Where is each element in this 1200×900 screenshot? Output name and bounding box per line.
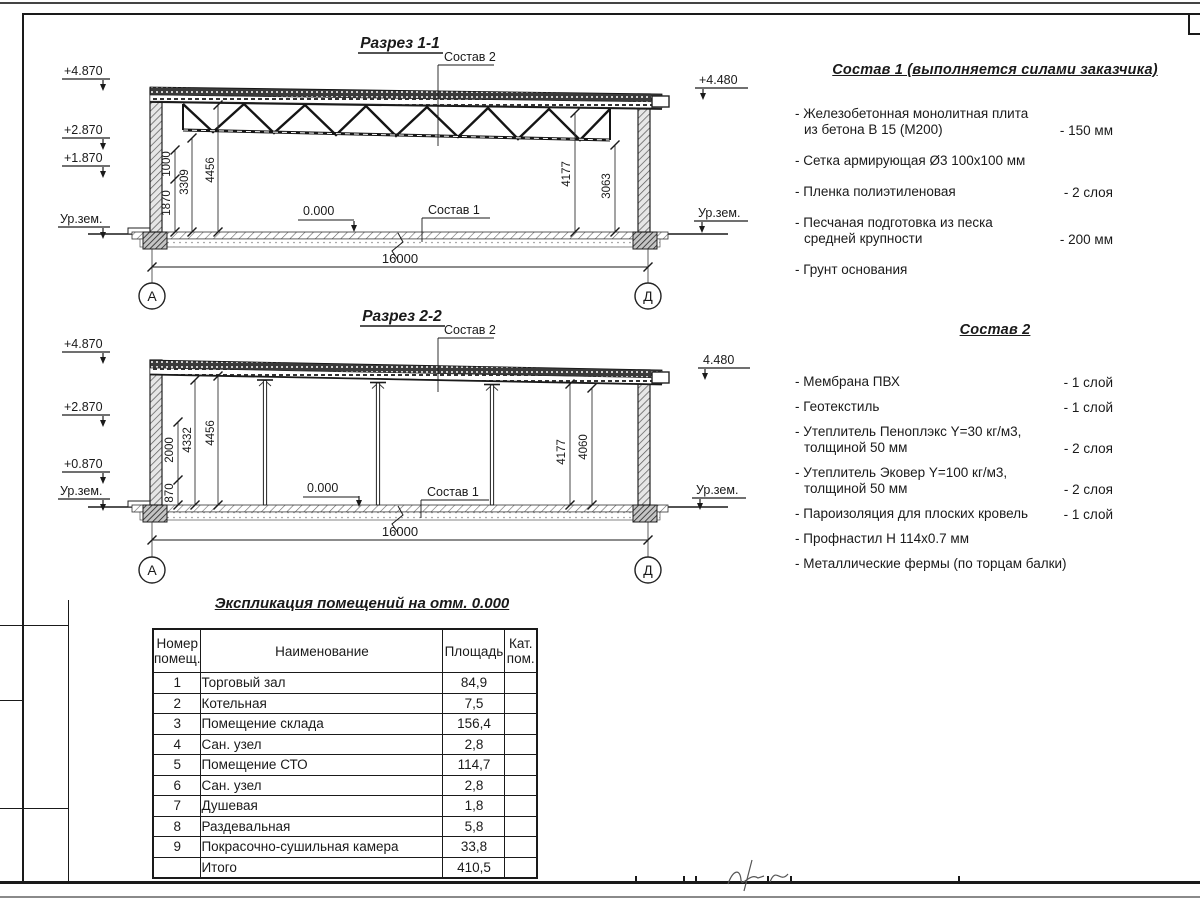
column-header [505,629,537,673]
label-zero-level: 0.000 [307,481,339,495]
composition-item [795,153,1195,169]
elev-4870: +4.870 [64,64,103,78]
eave-bracket [652,372,669,383]
composition-item-value: - 1 слой [1063,507,1113,522]
stamp-tick [958,876,960,882]
section-2-2-drawing [40,300,780,600]
composition-item [795,106,1195,138]
table-cell: 7 [153,796,201,817]
dim-4456: 4456 [205,157,217,183]
composition-item [795,399,1195,415]
column-header [201,629,443,673]
composition-item [795,262,1195,278]
composition-item [795,374,1195,390]
composition-item [795,531,1195,547]
composition-item [795,215,1195,247]
section-title: Разрез 1-1 [360,35,440,52]
dim-1870: 1870 [161,190,173,216]
table-cell: Помещение СТО [201,755,443,776]
elev-2870: +2.870 [64,400,103,414]
section-title: Разрез 2-2 [362,308,442,325]
composition-item-text [795,106,1028,138]
elev-0870: +0.870 [64,457,103,471]
elev-2870: +2.870 [64,123,103,137]
dim-870: 870 [164,483,176,503]
table-cell [505,775,537,796]
table-cell [505,734,537,755]
table-cell [505,837,537,858]
composition-item-value: - 1 слой [1063,400,1113,415]
column-header [153,629,201,673]
sand-layer [140,512,660,520]
table-cell: 1 [153,673,201,694]
composition-item-line: толщиной 50 мм [804,440,908,455]
table-cell [505,673,537,694]
table-cell: Сан. узел [201,775,443,796]
table-row [153,755,537,776]
label-sostav2: Состав 2 [444,323,496,337]
dim-4177: 4177 [561,161,573,187]
table-row [153,734,537,755]
table-row [153,673,537,694]
floor-slab [132,232,668,239]
table-cell: Помещение склада [201,714,443,735]
table-cell: 5 [153,755,201,776]
composition-item-value: - 150 мм [1059,123,1113,138]
composition-item [795,556,1195,572]
header-line: помещ. [154,651,201,666]
scan-bottom-edge [0,896,1200,898]
sand-layer [140,239,660,247]
scan-top-edge [0,2,1200,4]
table-cell [153,857,201,878]
table-row [153,837,537,858]
composition-item-line: - Мембрана ПВХ [795,374,900,389]
elev-4480: 4.480 [703,353,735,367]
composition-item-line: - Пленка полиэтиленовая [795,184,956,199]
elev-4480: +4.480 [699,73,738,87]
dim-4332: 4332 [182,427,194,453]
composition-item-line: - Сетка армирующая Ø3 100х100 мм [795,153,1026,168]
composition-item-text [795,465,1007,497]
composition-item [795,506,1195,522]
composition-item-text [795,531,969,547]
composition-item-line: - Геотекстиль [795,399,880,414]
column-header [443,629,505,673]
dim-3309: 3309 [179,169,191,195]
table-cell: 2,8 [443,775,505,796]
footing-left [143,505,167,522]
wall-right [638,94,650,232]
dim-4177: 4177 [556,439,568,465]
stamp-tick [683,876,685,882]
composition-item-text [795,153,1025,169]
eave-bracket [652,96,669,107]
table-row [153,714,537,735]
frame-top [22,13,1200,15]
header-line: Наименование [275,643,369,659]
dim-span: 16000 [381,524,419,539]
table-cell: 4 [153,734,201,755]
header-line: Площадь [444,643,504,659]
elev-ground-right: Ур.зем. [698,206,741,220]
composition-item [795,424,1195,456]
composition-item-line: - Утеплитель Пеноплэкс Y=30 кг/м3, [795,424,1022,439]
axis-letter-a: А [147,288,157,304]
table-cell: 8 [153,816,201,837]
frame-corner-box-v [1188,13,1190,34]
elev-4870: +4.870 [64,337,103,351]
composition-2-block [795,322,1195,581]
dim-1000: 1000 [161,151,173,177]
table-cell: 114,7 [443,755,505,776]
table-cell: 7,5 [443,693,505,714]
composition-2-title: Состав 2 [959,322,1031,338]
table-row [153,693,537,714]
composition-item-text [795,424,1021,456]
filing-line-h1 [0,625,68,626]
composition-item-text [795,184,956,200]
table-cell [505,755,537,776]
composition-item-line: - Песчаная подготовка из песка [795,215,993,230]
header-line: Кат. [508,636,533,651]
composition-item-value: - 2 слоя [1063,482,1113,497]
dim-span: 16000 [381,251,419,266]
filing-line-h2 [0,700,22,701]
composition-item-line: из бетона В 15 (М200) [804,122,943,137]
composition-item-line: - Железобетонная монолитная плита [795,106,1029,121]
table-row [153,857,537,878]
table-row [153,796,537,817]
header-line: Номер [156,636,199,651]
label-zero-level: 0.000 [303,204,335,218]
composition-item-value: - 2 слоя [1063,441,1113,456]
filing-line-v [68,600,69,883]
table-cell: 9 [153,837,201,858]
composition-item-line: - Утеплитель Эковер Y=100 кг/м3, [795,465,1008,480]
table-cell: Итого [201,857,443,878]
composition-1-block [795,62,1195,293]
label-sostav1: Состав 1 [428,203,480,217]
composition-item-line: средней крупности [804,231,923,246]
elev-ground-left: Ур.зем. [60,212,103,226]
table-cell: Котельная [201,693,443,714]
composition-item-line: - Пароизоляция для плоских кровель [795,506,1029,521]
composition-item-line: - Металлические фермы (по торцам балки) [795,556,1067,571]
table-row [153,816,537,837]
table-cell: 156,4 [443,714,505,735]
dim-4060: 4060 [578,434,590,460]
table-cell: 3 [153,714,201,735]
composition-item [795,184,1195,200]
composition-item-text [795,399,879,415]
explication-table [152,628,538,879]
composition-item-line: - Профнастил Н 114х0.7 мм [795,531,969,546]
composition-item-text [795,215,993,247]
filing-line-h3 [0,808,68,809]
composition-1-title: Состав 1 (выполняется силами заказчика) [832,62,1158,78]
elev-ground-right: Ур.зем. [696,483,739,497]
table-cell: Покрасочно-сушильная камера [201,837,443,858]
stamp-tick [635,876,637,882]
table-cell: Сан. узел [201,734,443,755]
table-cell [505,693,537,714]
composition-item-line: - Грунт основания [795,262,908,277]
footing-right [633,232,657,249]
composition-1-items [795,106,1195,278]
dim-4456: 4456 [205,420,217,446]
table-cell [505,857,537,878]
composition-item-value: - 1 слой [1063,375,1113,390]
wall-left [150,360,162,505]
footing-left [143,232,167,249]
composition-item-text [795,374,900,390]
table-row [153,775,537,796]
axis-letter-d: Д [643,562,653,578]
dim-3063: 3063 [601,173,613,199]
table-cell [505,714,537,735]
composition-item-text [795,556,1067,572]
explication-title: Экспликация помещений на отм. 0.000 [214,595,510,612]
composition-2-items [795,374,1195,572]
table-cell: 1,8 [443,796,505,817]
table-cell [505,816,537,837]
composition-item-line: толщиной 50 мм [804,481,908,496]
table-cell: 2,8 [443,734,505,755]
table-cell: 84,9 [443,673,505,694]
footing-right [633,505,657,522]
composition-item-text [795,506,1028,522]
dim-2000: 2000 [164,437,176,463]
frame-bottom [0,881,1200,884]
table-cell: 2 [153,693,201,714]
table-cell: 33,8 [443,837,505,858]
stamp-tick [695,876,697,882]
table-header-row [153,629,537,673]
signature-scribble [700,858,810,894]
table-cell: 410,5 [443,857,505,878]
composition-item [795,465,1195,497]
table-cell: 5,8 [443,816,505,837]
composition-item-value: - 200 мм [1059,232,1113,247]
header-line: пом. [506,651,535,666]
table-cell [505,796,537,817]
frame-corner-box-h [1188,33,1200,35]
section-1-1-drawing [40,30,780,310]
table-cell: Душевая [201,796,443,817]
table-cell: 6 [153,775,201,796]
axis-letter-a: А [147,562,157,578]
elev-ground-left: Ур.зем. [60,484,103,498]
axis-letter-d: Д [643,288,653,304]
frame-left [22,13,24,883]
label-sostav2: Состав 2 [444,50,496,64]
label-sostav1: Состав 1 [427,485,479,499]
table-cell: Торговый зал [201,673,443,694]
elev-1870: +1.870 [64,151,103,165]
wall-right [638,370,650,505]
table-cell: Раздевальная [201,816,443,837]
composition-item-value: - 2 слоя [1063,185,1113,200]
composition-item-text [795,262,907,278]
